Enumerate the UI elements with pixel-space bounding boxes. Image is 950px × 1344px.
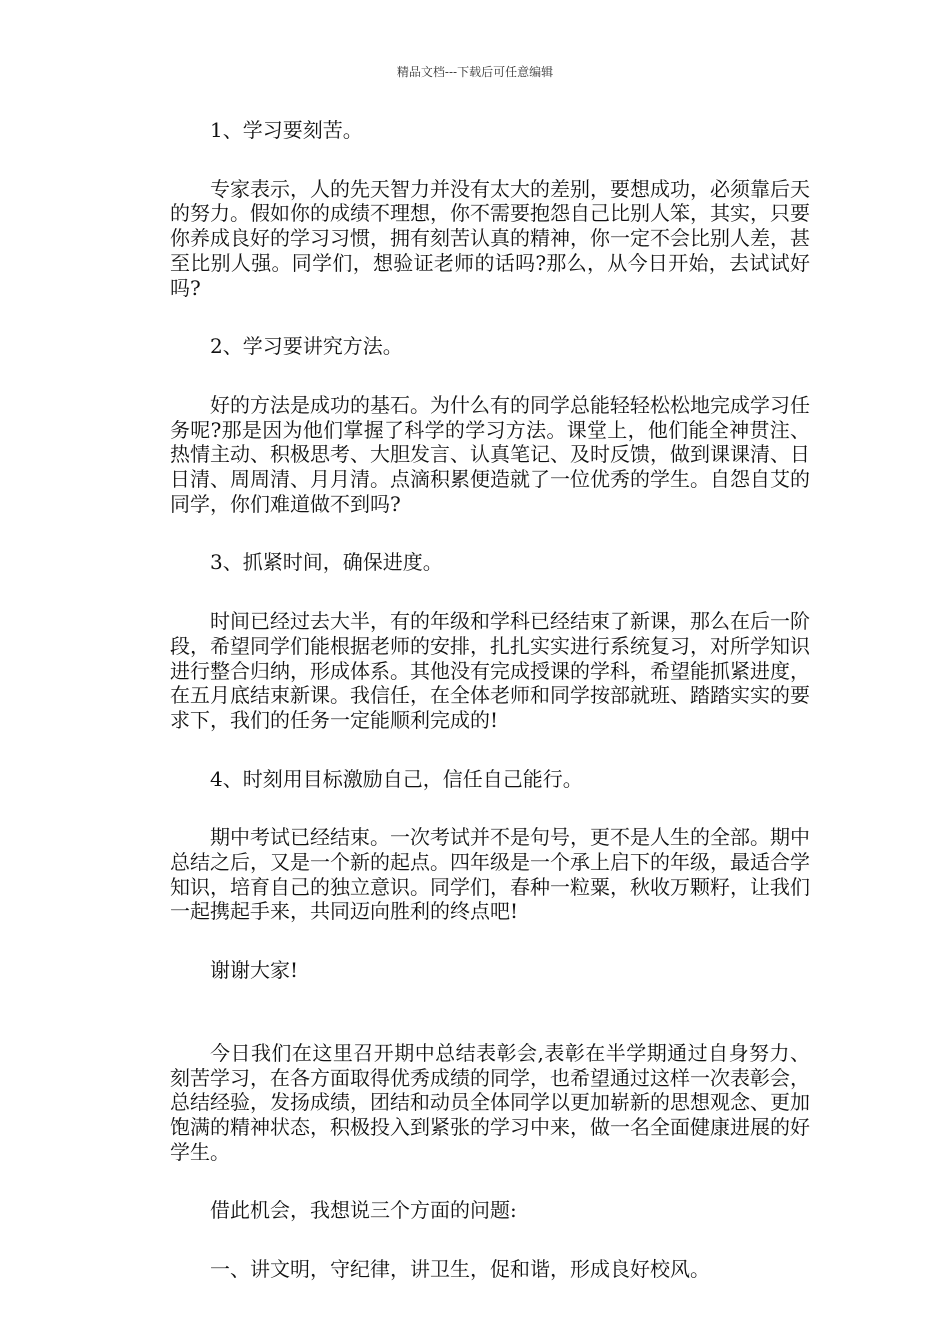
section-heading-5: 一、讲文明，守纪律，讲卫生，促和谐，形成良好校风。 [210,1257,710,1282]
section-heading-2: 2、学习要讲究方法。 [210,334,403,359]
page-header: 精品文档---下载后可任意编辑 [396,65,554,79]
body-paragraph: 今日我们在这里召开期中总结表彰会,表彰在半学期通过自身努力、刻苦学习，在各方面取得优秀成绩的同学，也希望通过这样一次表彰会，总结经验，发扬成绩，团结和动员全体同学以更加崭新的思想观念、更加饱满的精神状态，积极投入到紧张的学习中来，做一名全面健康进展的好学生。 [170,1040,810,1164]
body-paragraph: 借此机会，我想说三个方面的问题: [210,1198,517,1223]
body-paragraph: 时间已经过去大半，有的年级和学科已经结束了新课，那么在后一阶段，希望同学们能根据老师的安排，扎扎实实进行系统复习，对所学知识进行整合归纳，形成体系。其他没有完成授课的学科，希望能抓紧进度，在五月底结束新课。我信任，在全体老师和同学按部就班、踏踏实实的要求下，我们的任务一定能顺利完成的! [170,609,810,732]
closing-thanks: 谢谢大家! [210,958,299,983]
section-heading-4: 4、时刻用目标激励自己，信任自己能行。 [210,766,583,791]
document-body [170,118,810,1282]
section-heading-3: 3、抓紧时间，确保进度。 [210,550,443,575]
body-paragraph: 好的方法是成功的基石。为什么有的同学总能轻轻松松地完成学习任务呢?那是因为他们掌握了科学的学习方法。课堂上，他们能全神贯注、热情主动、积极思考、大胆发言、认真笔记、及时反馈，做到课课清、日日清、周周清、月月清。点滴积累便造就了一位优秀的学生。自怨自艾的同学，你们难道做不到吗? [170,392,810,516]
section-heading-1: 1、学习要刻苦。 [210,118,363,142]
body-paragraph: 专家表示，人的先天智力并没有太大的差别，要想成功，必须靠后天的努力。假如你的成绩不理想，你不需要抱怨自己比别人笨，其实，只要你养成良好的学习习惯，拥有刻苦认真的精神，你一定不会比别人差，甚至比别人强。同学们，想验证老师的话吗?那么，从今日开始，去试试好吗? [170,176,810,300]
body-paragraph: 期中考试已经结束。一次考试并不是句号，更不是人生的全部。期中总结之后，又是一个新的起点。四年级是一个承上启下的年级，最适合学知识，培育自己的独立意识。同学们，春种一粒粟，秋收万颗籽，让我们一起携起手来，共同迈向胜利的终点吧! [170,825,810,924]
